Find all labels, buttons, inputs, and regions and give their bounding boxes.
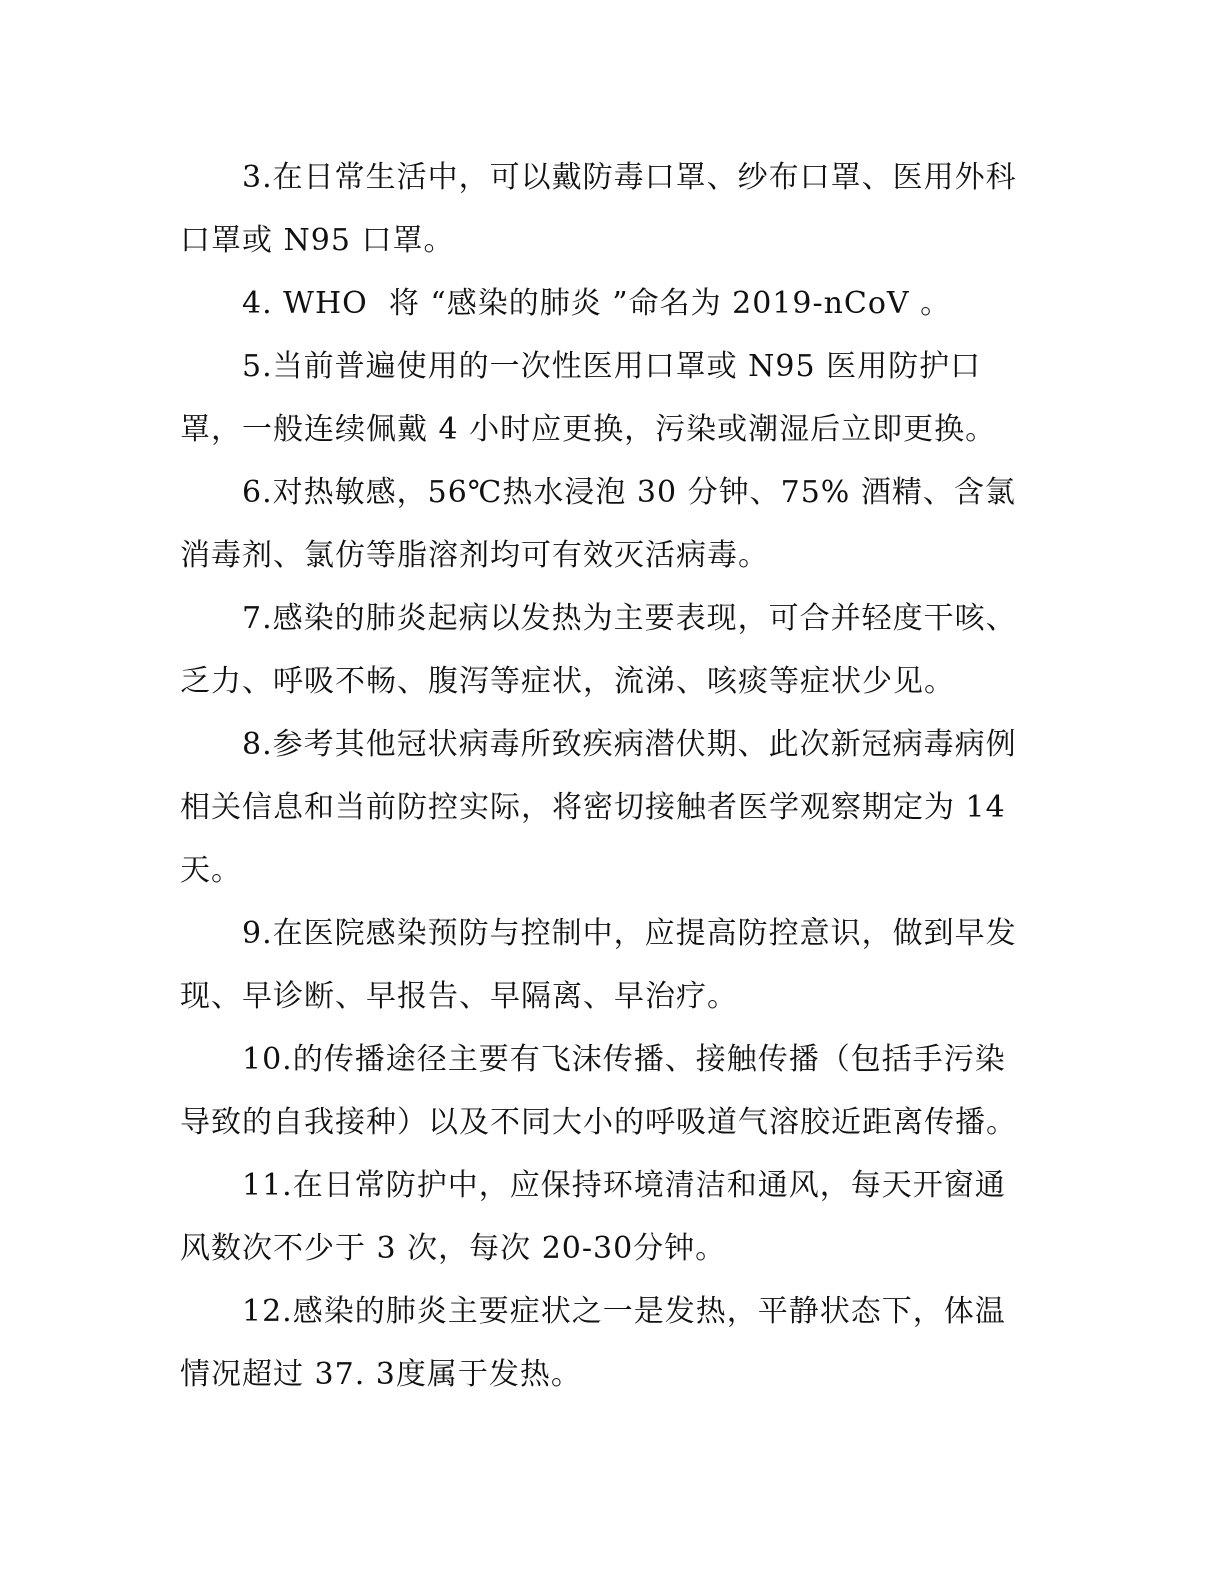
paragraph-item-11: 11.在日常防护中，应保持环境清洁和通风，每天开窗通风数次不少于 3 次，每次 20-30分钟。 <box>180 1168 1006 1266</box>
paragraph-item-9: 9.在医院感染预防与控制中，应提高防控意识，做到早发现、早诊断、早报告、早隔离、早治疗。 <box>180 916 1017 1014</box>
paragraph-item-10: 10.的传播途径主要有飞沫传播、接触传播（包括手污染导致的自我接种）以及不同大小的呼吸道气溶胶近距离传播。 <box>180 1042 1017 1140</box>
paragraph-item-6: 6.对热敏感，56℃热水浸泡 30 分钟、75% 酒精、含氯消毒剂、氯仿等脂溶剂均可有效灭活病毒。 <box>180 475 1016 573</box>
paragraph-item-5: 5.当前普遍使用的一次性医用口罩或 N95 医用防护口罩，一般连续佩戴 4 小时应更换，污染或潮湿后立即更换。 <box>180 349 997 447</box>
paragraph-item-12: 12.感染的肺炎主要症状之一是发热，平静状态下，体温情况超过 37. 3度属于发热。 <box>180 1294 1006 1392</box>
paragraph-item-8: 8.参考其他冠状病毒所致疾病潜伏期、此次新冠病毒病例相关信息和当前防控实际，将密切接触者医学观察期定为 14 天。 <box>180 727 1017 888</box>
document-body <box>180 146 1030 1406</box>
paragraph-item-4: 4. WHO 将 “感染的肺炎 ”命名为 2019-nCoV 。 <box>242 286 952 321</box>
paragraph-item-7: 7.感染的肺炎起病以发热为主要表现，可合并轻度干咳、乏力、呼吸不畅、腹泻等症状，流涕、咳痰等症状少见。 <box>180 601 1017 699</box>
paragraph-item-3: 3.在日常生活中，可以戴防毒口罩、纱布口罩、医用外科口罩或 N95 口罩。 <box>180 160 1017 258</box>
